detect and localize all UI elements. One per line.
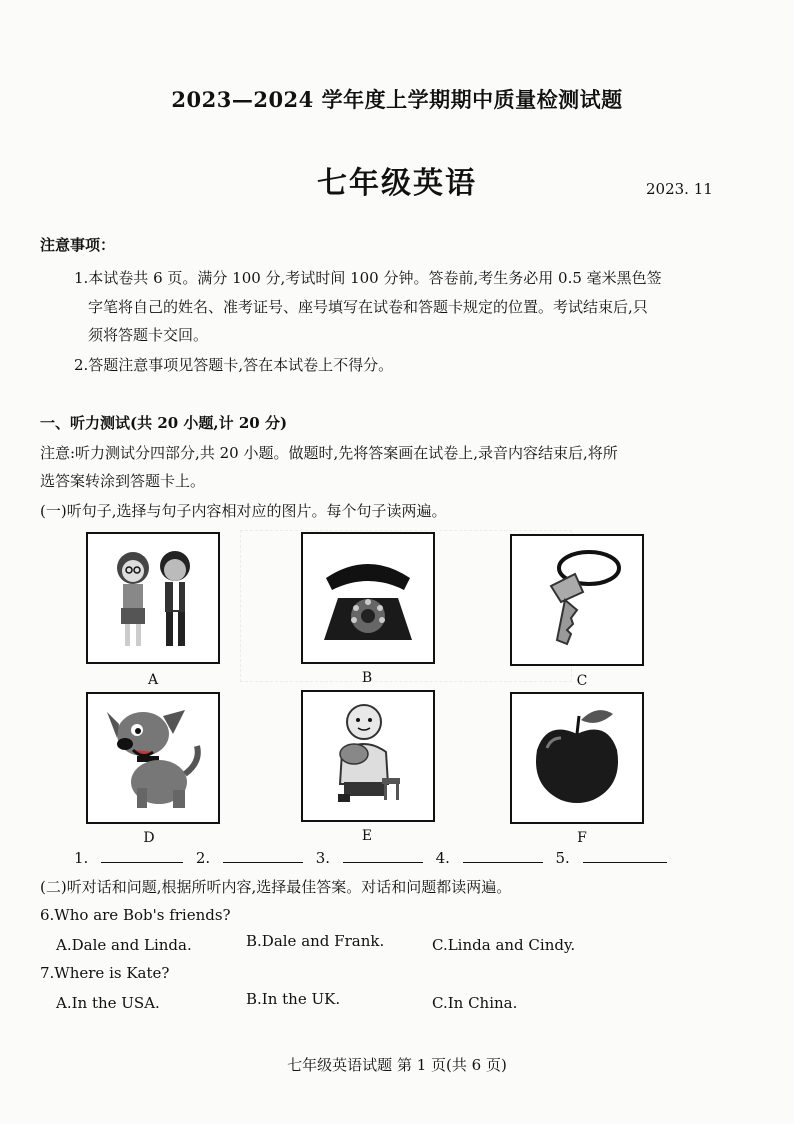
question-6-option-c: C.Linda and Cindy. [432, 936, 576, 954]
answer-blanks-row [74, 848, 667, 867]
blank-label-5: 5. [555, 849, 570, 867]
section-1-note-line-1: 注意:听力测试分四部分,共 20 小题。做题时,先将答案画在试卷上,录音内容结束后,将所 [40, 444, 618, 462]
notice-heading: 注意事项： [40, 236, 116, 254]
picture-c [510, 534, 644, 666]
page-footer: 七年级英语试题 第 1 页(共 6 页) [287, 1056, 507, 1074]
picture-d [86, 692, 220, 824]
question-6-option-a: A.Dale and Linda. [56, 936, 192, 954]
question-7-option-b: B.In the UK. [246, 990, 341, 1008]
question-7-stem: 7.Where is Kate? [40, 964, 170, 982]
answer-blank-4[interactable] [463, 848, 543, 863]
section-1-note-line-2: 选答案转涂到答题卡上。 [40, 472, 206, 490]
section-1-heading: 一、听力测试(共 20 小题,计 20 分) [40, 414, 288, 432]
apple-icon [517, 698, 637, 818]
children-icon [93, 538, 213, 658]
picture-label-b: B [361, 670, 373, 686]
blank-label-3: 3. [315, 849, 331, 867]
question-7-option-c: C.In China. [432, 994, 518, 1012]
picture-b [301, 532, 435, 664]
blank-label-2: 2. [195, 849, 211, 867]
picture-label-c: C [576, 673, 588, 689]
answer-blank-1[interactable] [101, 848, 183, 863]
part-1-instruction: (一)听句子,选择与句子内容相对应的图片。每个句子读两遍。 [40, 502, 447, 520]
notice-item-1-line-2: 字笔将自己的姓名、准考证号、座号填写在试卷和答题卡规定的位置。考试结束后,只 [88, 298, 648, 316]
notice-item-2: 2.答题注意事项见答题卡,答在本试卷上不得分。 [74, 356, 394, 374]
picture-label-f: F [577, 830, 587, 846]
telephone-icon [308, 538, 428, 658]
exam-subject: 七年级英语 [317, 166, 477, 201]
key-icon [517, 540, 637, 660]
picture-e [301, 690, 435, 822]
blank-label-4: 4. [435, 849, 450, 867]
picture-a [86, 532, 220, 664]
notice-item-1-line-3: 须将答题卡交回。 [88, 326, 209, 344]
old-man-icon [308, 696, 428, 816]
question-7-option-a: A.In the USA. [56, 994, 160, 1012]
answer-blank-2[interactable] [223, 848, 303, 863]
question-6-stem: 6.Who are Bob's friends? [40, 906, 231, 924]
exam-date: 2023. 11 [646, 180, 713, 198]
picture-label-d: D [143, 830, 155, 846]
exam-title: 2023—2024 学年度上学期期中质量检测试题 [171, 87, 623, 112]
picture-label-a: A [147, 672, 159, 688]
answer-blank-3[interactable] [343, 848, 423, 863]
answer-blank-5[interactable] [583, 848, 667, 863]
notice-item-1-line-1: 1.本试卷共 6 页。满分 100 分,考试时间 100 分钟。答卷前,考生务必用 0.5 毫米黑色签 [74, 269, 662, 287]
question-6-option-b: B.Dale and Frank. [246, 932, 385, 950]
dog-icon [93, 698, 213, 818]
blank-label-1: 1. [74, 849, 89, 867]
picture-label-e: E [361, 828, 373, 844]
part-2-instruction: (二)听对话和问题,根据所听内容,选择最佳答案。对话和问题都读两遍。 [40, 878, 512, 896]
picture-f [510, 692, 644, 824]
